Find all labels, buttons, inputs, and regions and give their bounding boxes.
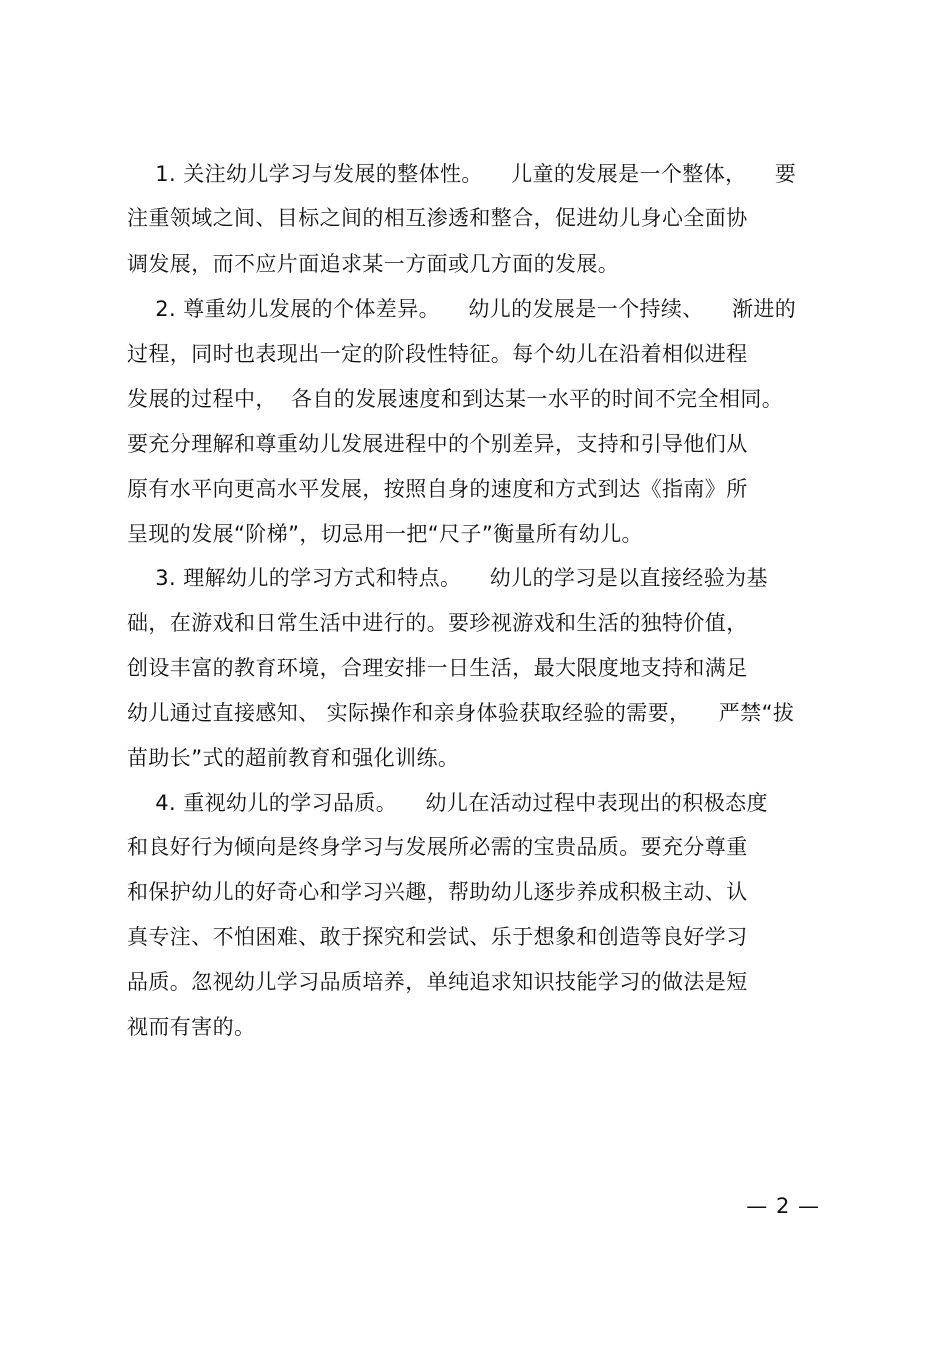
paragraph-3-line-4: 幼儿通过直接感知、 实际操作和亲身体验获取经验的需要， 严禁“拔	[127, 701, 795, 725]
paragraph-3-line-1: 3. 理解幼儿的学习方式和特点。 幼儿的学习是以直接经验为基	[127, 566, 768, 590]
paragraph-1-line-1: 1. 关注幼儿学习与发展的整体性。 儿童的发展是一个整体， 要	[127, 162, 797, 186]
paragraph-2-line-3: 发展的过程中， 各自的发展速度和到达某一水平的时间不完全相同。	[127, 387, 784, 411]
paragraph-1-line-2: 注重领域之间、目标之间的相互渗透和整合，促进幼儿身心全面协	[127, 206, 748, 230]
paragraph-2-line-2: 过程，同时也表现出一定的阶段性特征。每个幼儿在沿着相似进程	[127, 342, 748, 366]
paragraph-2-line-5: 原有水平向更高水平发展，按照自身的速度和方式到达《指南》所	[127, 477, 748, 501]
paragraph-2-line-4: 要充分理解和尊重幼儿发展进程中的个别差异，支持和引导他们从	[127, 432, 748, 456]
paragraph-3-line-3: 创设丰富的教育环境，合理安排一日生活，最大限度地支持和满足	[127, 656, 748, 680]
paragraph-4-line-2: 和良好行为倾向是终身学习与发展所必需的宝贵品质。要充分尊重	[127, 835, 748, 859]
paragraph-4-line-6: 视而有害的。	[127, 1015, 256, 1039]
paragraph-1-line-3: 调发展，而不应片面追求某一方面或几方面的发展。	[127, 252, 620, 276]
paragraph-2-line-6: 呈现的发展“阶梯”，切忌用一把“尺子”衡量所有幼儿。	[127, 522, 643, 546]
paragraph-3-line-5: 苗助长”式的超前教育和强化训练。	[127, 746, 460, 770]
paragraph-3-line-2: 础，在游戏和日常生活中进行的。要珍视游戏和生活的独特价值，	[127, 611, 748, 635]
paragraph-2-line-1: 2. 尊重幼儿发展的个体差异。 幼儿的发展是一个持续、 渐进的	[127, 297, 797, 321]
paragraph-4-line-1: 4. 重视幼儿的学习品质。 幼儿在活动过程中表现出的积极态度	[127, 791, 768, 815]
paragraph-4-line-4: 真专注、不怕困难、敢于探究和尝试、乐于想象和创造等良好学习	[127, 925, 748, 949]
page-number: — 2 —	[746, 1194, 820, 1218]
paragraph-4-line-3: 和保护幼儿的好奇心和学习兴趣，帮助幼儿逐步养成积极主动、认	[127, 880, 748, 904]
paragraph-4-line-5: 品质。忽视幼儿学习品质培养，单纯追求知识技能学习的做法是短	[127, 970, 748, 994]
